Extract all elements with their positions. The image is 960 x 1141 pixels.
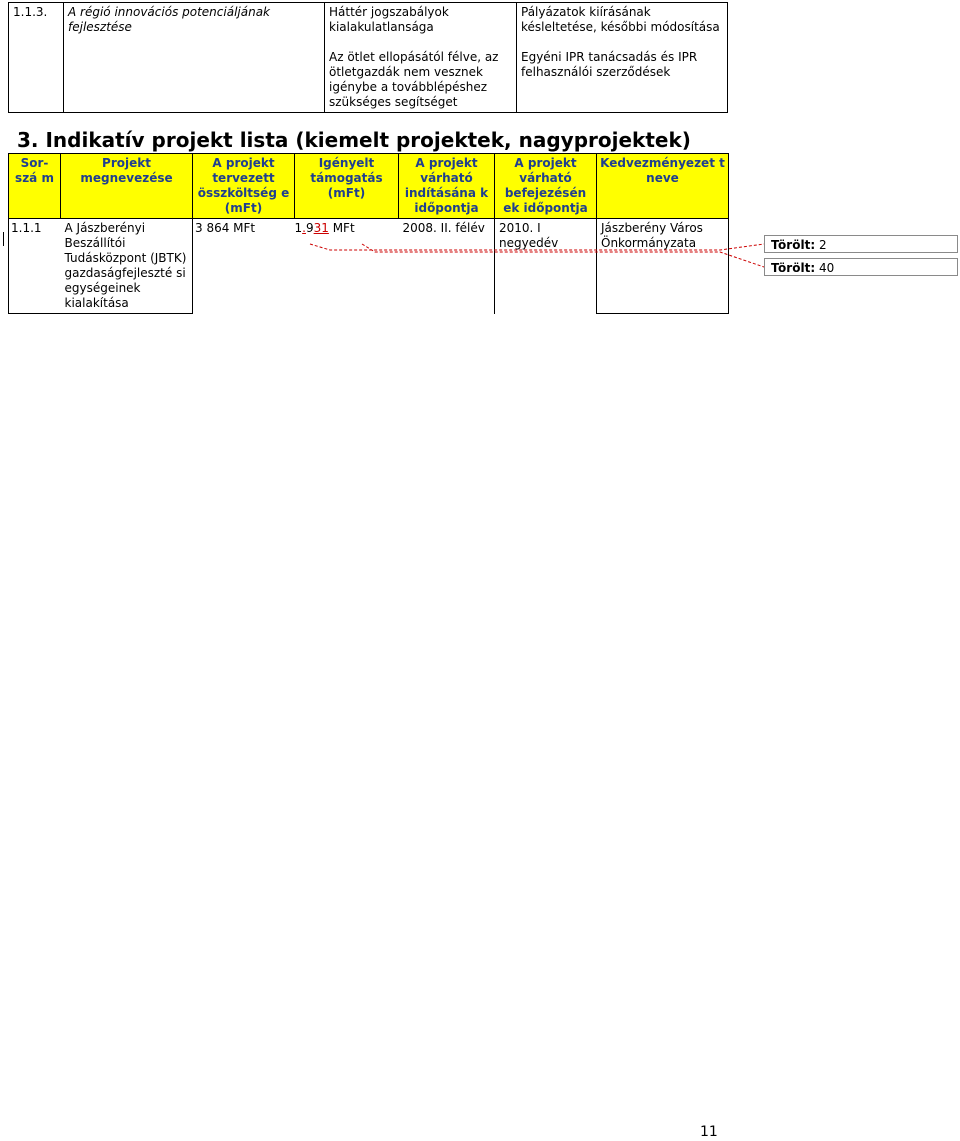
revision-value: 40 [818, 261, 835, 275]
col-header-beneficiary: Kedvezményezet t neve [597, 154, 729, 219]
support-part-3: MFt [328, 221, 355, 235]
col-header-number: Sor-szá m [9, 154, 61, 219]
cell-end: 2010. I negyedév [495, 219, 597, 314]
threat-1: Háttér jogszabályok kialakulatlansága [329, 5, 449, 34]
revision-balloon[interactable] [764, 235, 958, 253]
col-header-support: Igényelt támogatás (mFt) [295, 154, 399, 219]
revision-label: Törölt: [771, 238, 816, 252]
cell-beneficiary: Jászberény Város Önkormányzata [597, 219, 729, 314]
page-number: 11 [700, 1124, 718, 1140]
cell-name: A Jászberényi Beszállítói Tudásközpont (JBTK) gazdaságfejleszté si egységeinek kialakítása [61, 219, 193, 314]
cell-number: 1.1.1 [9, 219, 61, 314]
cell-start: 2008. II. félév [399, 219, 495, 314]
threat-2: Az ötlet ellopásától félve, az ötletgazdák nem vesznek igénybe a továbblépéshez szükséges segítséget [329, 50, 499, 109]
revision-label: Törölt: [771, 261, 816, 275]
row-title: A régió innovációs potenciáljának fejlesztése [64, 3, 325, 113]
revision-balloon[interactable] [764, 258, 958, 276]
support-inserted-dot: . [302, 221, 306, 235]
section-heading: 3. Indikatív projekt lista (kiemelt projektek, nagyprojektek) [17, 128, 691, 152]
row-number: 1.1.3. [9, 3, 64, 113]
cell-total-cost: 3 864 MFt [195, 221, 256, 235]
support-inserted-digits: 31 [313, 221, 329, 235]
col-header-start: A projekt várható indításána k időpontja [399, 154, 495, 219]
col-header-end: A projekt várható befejezésén ek időpontja [495, 154, 597, 219]
revision-value: 2 [818, 238, 827, 252]
support-part-2: 9 [305, 221, 314, 235]
col-header-total-cost: A projekt tervezett összköltség e (mFt) [193, 154, 295, 219]
revision-connector [0, 0, 960, 300]
col-header-name: Projekt megnevezése [61, 154, 193, 219]
support-part-1: 1 [294, 221, 303, 235]
action-2: Egyéni IPR tanácsadás és IPR felhasználói szerződések [521, 50, 698, 79]
action-1: Pályázatok kiírásának késleltetése, későbbi módosítása [521, 5, 720, 34]
